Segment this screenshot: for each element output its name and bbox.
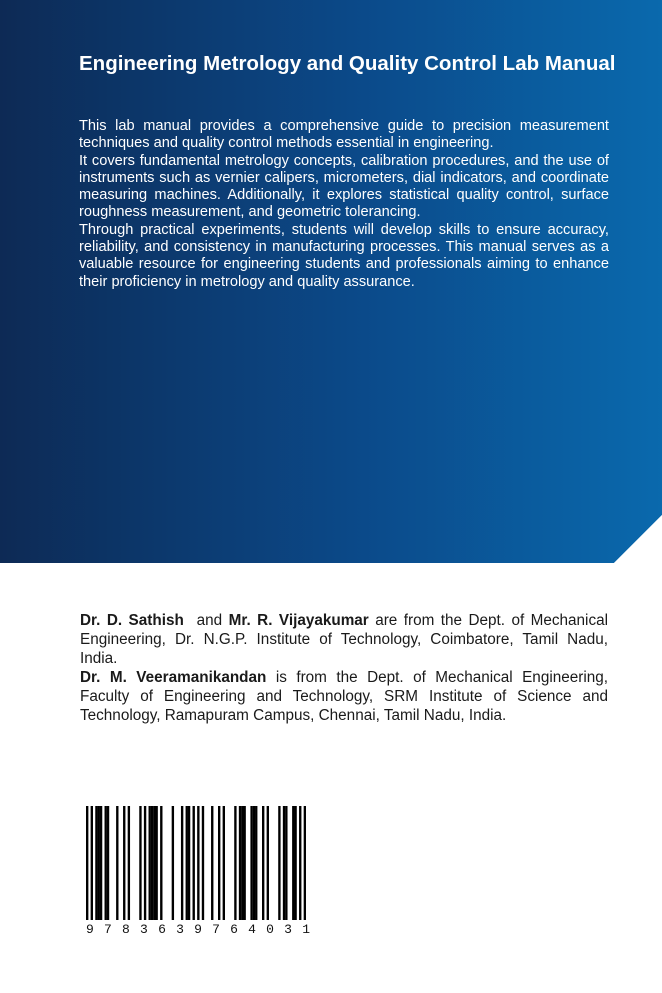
barcode-bar bbox=[202, 806, 204, 920]
barcode-bar bbox=[234, 806, 236, 920]
barcode-bar bbox=[116, 806, 118, 920]
barcode-bars bbox=[86, 806, 306, 936]
barcode-bar bbox=[153, 806, 155, 920]
barcode-bar bbox=[172, 806, 174, 920]
barcode-bar bbox=[299, 806, 301, 920]
barcode-bar bbox=[193, 806, 195, 920]
barcode-bar bbox=[250, 806, 252, 920]
author-bio-2 bbox=[80, 668, 608, 725]
barcode-bar bbox=[186, 806, 188, 920]
barcode-bar bbox=[155, 806, 157, 920]
book-description bbox=[79, 118, 609, 291]
barcode-bar bbox=[105, 806, 107, 920]
author-affiliation-2: is from the Dept. of Mechanical Engineering, Faculty of Engineering and Technology, SRM Institute of Science and Technology, Ramapuram Campus, Chennai, Tamil Nadu, India. bbox=[80, 669, 609, 724]
author-joiner: and bbox=[196, 612, 223, 629]
barcode-bar bbox=[181, 806, 183, 920]
isbn-digit: 3 bbox=[176, 922, 184, 937]
barcode-bar bbox=[188, 806, 190, 920]
author-name-2: Mr. R. Vijayakumar bbox=[228, 612, 369, 629]
barcode-bar bbox=[197, 806, 199, 920]
barcode-bar bbox=[151, 806, 153, 920]
isbn-barcode bbox=[80, 800, 312, 948]
author-bio-1 bbox=[80, 611, 608, 668]
barcode-bar bbox=[107, 806, 109, 920]
barcode-bar bbox=[292, 806, 294, 920]
description-paragraph-1: This lab manual provides a comprehensive guide to precision measurement techniques and quality control methods essential in engineering. bbox=[79, 118, 609, 152]
isbn-digit: 7 bbox=[212, 922, 220, 937]
barcode-bar bbox=[211, 806, 213, 920]
barcode-bar bbox=[91, 806, 93, 920]
barcode-bar bbox=[267, 806, 269, 920]
barcode-bar bbox=[100, 806, 102, 920]
barcode-bar bbox=[255, 806, 257, 920]
author-bios bbox=[80, 611, 608, 725]
isbn-digit: 3 bbox=[140, 922, 148, 937]
isbn-digit: 1 bbox=[302, 922, 310, 937]
barcode-bar bbox=[253, 806, 255, 920]
author-name-3: Dr. M. Veeramanikandan bbox=[80, 669, 267, 686]
barcode-bar bbox=[128, 806, 130, 920]
barcode-bar bbox=[304, 806, 306, 920]
barcode-bar bbox=[294, 806, 296, 920]
description-paragraph-2: It covers fundamental metrology concepts, calibration procedures, and the use of instruments such as vernier calipers, micrometers, dial indicators, and coordinate measuring machines. Additionally, it explores statistical quality control, surface roughness measurement, and geometric tolerancing. bbox=[79, 152, 609, 221]
barcode-bar bbox=[239, 806, 241, 920]
barcode-bar bbox=[95, 806, 97, 920]
barcode-bar bbox=[144, 806, 146, 920]
isbn-digit: 7 bbox=[104, 922, 112, 937]
barcode-bar bbox=[123, 806, 125, 920]
isbn-digit: 6 bbox=[158, 922, 166, 937]
barcode-bar bbox=[262, 806, 264, 920]
barcode-bar bbox=[243, 806, 245, 920]
isbn-digit: 8 bbox=[122, 922, 130, 937]
author-name-1: Dr. D. Sathish bbox=[80, 612, 184, 629]
author-affiliation-1: are from the Dept. of Mechanical Engineering, Dr. N.G.P. Institute of Technology, Coimbatore, Tamil Nadu, India. bbox=[80, 612, 609, 667]
barcode-bar bbox=[283, 806, 285, 920]
barcode-bar bbox=[278, 806, 280, 920]
description-paragraph-3: Through practical experiments, students will develop skills to ensure accuracy, reliability, and consistency in manufacturing processes. This manual serves as a valuable resource for engineering students and professionals aiming to enhance their proficiency in metrology and quality assurance. bbox=[79, 221, 609, 290]
isbn-digit: 3 bbox=[284, 922, 292, 937]
isbn-digit: 0 bbox=[266, 922, 274, 937]
barcode-bar bbox=[241, 806, 243, 920]
isbn-digit: 9 bbox=[86, 922, 94, 937]
barcode-bar bbox=[149, 806, 151, 920]
isbn-digits bbox=[86, 922, 310, 937]
barcode-bar bbox=[218, 806, 220, 920]
isbn-digit: 6 bbox=[230, 922, 238, 937]
isbn-digit: 9 bbox=[194, 922, 202, 937]
barcode-bar bbox=[285, 806, 287, 920]
isbn-digit: 4 bbox=[248, 922, 256, 937]
barcode-bar bbox=[160, 806, 162, 920]
barcode-bar bbox=[223, 806, 225, 920]
book-title: Engineering Metrology and Quality Control Lab Manual bbox=[79, 52, 616, 75]
barcode-bar bbox=[98, 806, 100, 920]
barcode-bar bbox=[86, 806, 88, 920]
barcode-bar bbox=[139, 806, 141, 920]
